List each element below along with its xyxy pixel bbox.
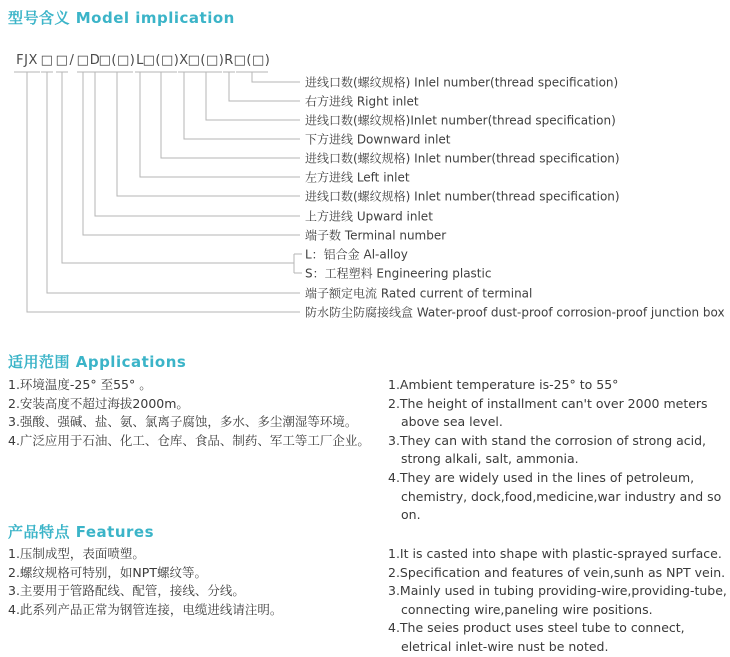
application-item-en: 4.They are widely used in the lines of petroleum, chemistry, dock,food,medicine,war industry and so on. <box>388 469 722 523</box>
section-title-applications: 适用范围 Applications <box>8 353 187 371</box>
model-code-label: 进线口数(螺纹规格) Inlet number(thread specification) <box>305 151 620 166</box>
model-code-label: 进线口数(螺纹规格) Inlel number(thread specification) <box>305 75 619 90</box>
model-code-part: □ <box>76 53 90 68</box>
application-item-cn: 4.广泛应用于石油、化工、仓库、食品、制药、军工等工厂企业。 <box>8 432 370 448</box>
feature-item-en: 4.The seies product uses steel tube to connect, eletrical inlet-wire nust be noted. <box>388 620 685 654</box>
model-code-label: 右方进线 Right inlet <box>305 94 419 109</box>
model-code-part: FJX <box>16 53 38 68</box>
model-code-part: D <box>89 53 101 68</box>
model-code-label: 上方进线 Upward inlet <box>305 209 433 224</box>
model-code-part: □ <box>40 53 54 68</box>
model-code-label: 端子额定电流 Rated current of terminal <box>305 286 533 301</box>
application-item-en: 1.Ambient temperature is-25° to 55° <box>388 377 619 392</box>
features-list-chinese <box>8 545 382 619</box>
model-code-label: L：铝合金 Al-alloy <box>305 247 408 262</box>
section-title-model-implication: 型号含义 Model implication <box>8 9 235 27</box>
feature-item-en: 3.Mainly used in tubing providing-wire,providing-tube, connecting wire,paneling wire positions. <box>388 583 727 617</box>
feature-item-en: 1.It is casted into shape with plastic-sprayed surface. <box>388 546 722 561</box>
section-title-features: 产品特点 Features <box>8 523 155 541</box>
application-item-cn: 3.强酸、强碱、盐、氨、氯离子腐蚀，多水、多尘潮湿等环境。 <box>8 414 358 430</box>
model-code-part: □(□) <box>187 53 225 68</box>
model-code-part: □(□) <box>98 53 136 68</box>
model-code-part: □ <box>55 53 69 68</box>
model-code-part: □(□) <box>142 53 180 68</box>
model-code-label: S：工程塑料 Engineering plastic <box>305 266 492 281</box>
model-code-part: X <box>179 53 189 68</box>
applications-list-english <box>388 376 728 525</box>
feature-item-cn: 2.螺纹规格可特别，如NPT螺纹等。 <box>8 564 207 580</box>
features-list-english <box>388 545 728 657</box>
model-code-part: □(□) <box>233 53 271 68</box>
application-item-cn: 1.环境温度-25° 至55° 。 <box>8 377 152 392</box>
model-code-label: 进线口数(螺纹规格) Inlet number(thread specification) <box>305 189 620 204</box>
model-code-part: R <box>224 53 234 68</box>
model-code-label: 下方进线 Downward inlet <box>305 132 451 147</box>
model-code-label: 端子数 Terminal number <box>305 228 447 243</box>
applications-list-chinese <box>8 376 382 450</box>
model-code-part: / <box>69 53 75 68</box>
feature-item-cn: 3.主要用于管路配线、配管，接线、分线。 <box>8 583 245 599</box>
model-code-label: 进线口数(螺纹规格)Inlet number(thread specification) <box>305 113 616 128</box>
application-item-cn: 2.安装高度不超过海拔2000m。 <box>8 395 189 411</box>
model-code-label: 左方进线 Left inlet <box>305 170 410 185</box>
model-code-label: 防水防尘防腐接线盒 Water-proof dust-proof corrosion-proof junction box <box>305 305 725 320</box>
model-code-part: L <box>136 53 144 68</box>
application-item-en: 2.The height of installment can't over 2000 meters above sea level. <box>388 395 708 430</box>
application-item-en: 3.They can with stand the corrosion of strong acid, strong alkali, salt, ammonia. <box>388 432 707 467</box>
feature-item-cn: 1.压制成型，表面喷塑。 <box>8 546 145 561</box>
feature-item-cn: 4.此系列产品正常为钢管连接，电缆进线请注明。 <box>8 601 283 617</box>
feature-item-en: 2.Specification and features of vein,sunh as NPT vein. <box>388 564 726 580</box>
